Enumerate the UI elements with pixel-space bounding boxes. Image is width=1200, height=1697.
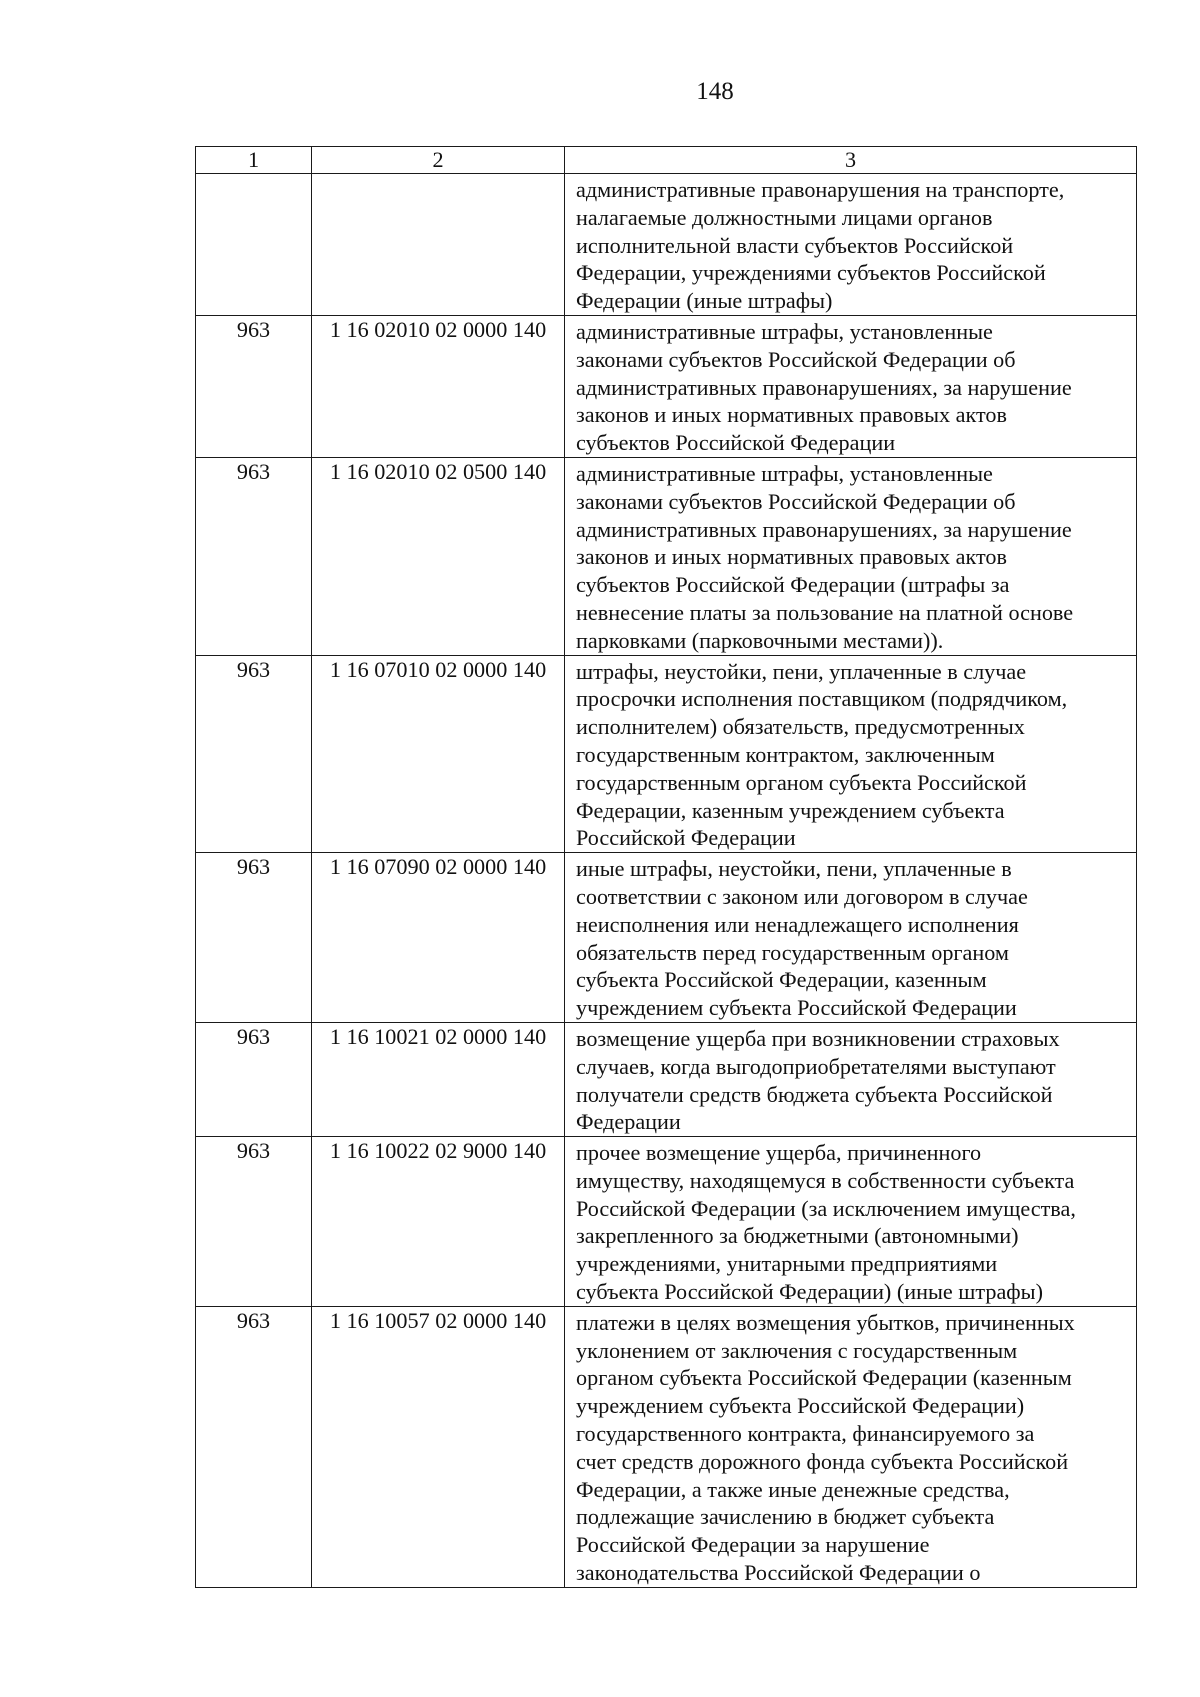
description-cell: административные штрафы, установленные законами субъектов Российской Федерации об административных правонарушениях, за нарушение законов и иных нормативных правовых актов субъектов Российской Федерации (штрафы за невнесение платы за пользование на платной основе парковками (парковочными местами)). [565, 457, 1137, 655]
kbk-code-cell: 1 16 07090 02 0000 140 [312, 853, 565, 1023]
table-row [196, 315, 1137, 457]
admin-code-cell: 963 [196, 315, 312, 457]
kbk-code-cell: 1 16 07010 02 0000 140 [312, 655, 565, 853]
admin-code-cell: 963 [196, 457, 312, 655]
table-row [196, 1137, 1137, 1307]
kbk-code-cell: 1 16 10022 02 9000 140 [312, 1137, 565, 1307]
table-row [196, 853, 1137, 1023]
admin-code-cell: 963 [196, 853, 312, 1023]
table-row [196, 655, 1137, 853]
admin-code-cell: 963 [196, 1306, 312, 1587]
admin-code-cell: 963 [196, 1022, 312, 1136]
description-cell: возмещение ущерба при возникновении страховых случаев, когда выгодоприобретателями выступают получатели средств бюджета субъекта Российской Федерации [565, 1022, 1137, 1136]
column-header-1: 1 [196, 147, 312, 174]
description-cell: прочее возмещение ущерба, причиненного имуществу, находящемуся в собственности субъекта Российской Федерации (за исключением имущества, закрепленного за бюджетными (автономными) учреждениями, унитарными предприятиями субъекта Российской Федерации) (иные штрафы) [565, 1137, 1137, 1307]
budget-codes-table [195, 146, 1137, 1588]
description-cell: иные штрафы, неустойки, пени, уплаченные в соответствии с законом или договором в случае неисполнения или ненадлежащего исполнения обязательств перед государственным органом субъекта Российской Федерации, казенным учреждением субъекта Российской Федерации [565, 853, 1137, 1023]
page-number: 148 [696, 78, 734, 105]
description-cell: платежи в целях возмещения убытков, причиненных уклонением от заключения с государственным органом субъекта Российской Федерации (казенным учреждением субъекта Российской Федерации) государственного контракта, финансируемого за счет средств дорожного фонда субъекта Российской Федерации, а также иные денежные средства, подлежащие зачислению в бюджет субъекта Российской Федерации за нарушение законодательства Российской Федерации о [565, 1306, 1137, 1587]
admin-code-cell: 963 [196, 655, 312, 853]
table-row [196, 174, 1137, 316]
description-cell: штрафы, неустойки, пени, уплаченные в случае просрочки исполнения поставщиком (подрядчиком, исполнителем) обязательств, предусмотренных государственным контрактом, заключенным государственным органом субъекта Российской Федерации, казенным учреждением субъекта Российской Федерации [565, 655, 1137, 853]
column-header-2: 2 [312, 147, 565, 174]
kbk-code-cell: 1 16 10021 02 0000 140 [312, 1022, 565, 1136]
column-header-3: 3 [565, 147, 1137, 174]
description-cell: административные правонарушения на транспорте, налагаемые должностными лицами органов исполнительной власти субъектов Российской Федерации, учреждениями субъектов Российской Федерации (иные штрафы) [565, 174, 1137, 316]
kbk-code-cell: 1 16 02010 02 0000 140 [312, 315, 565, 457]
kbk-code-cell: 1 16 02010 02 0500 140 [312, 457, 565, 655]
kbk-code-cell [312, 174, 565, 316]
admin-code-cell: 963 [196, 1137, 312, 1307]
admin-code-cell [196, 174, 312, 316]
table-row [196, 1022, 1137, 1136]
description-cell: административные штрафы, установленные законами субъектов Российской Федерации об административных правонарушениях, за нарушение законов и иных нормативных правовых актов субъектов Российской Федерации [565, 315, 1137, 457]
table-row [196, 457, 1137, 655]
kbk-code-cell: 1 16 10057 02 0000 140 [312, 1306, 565, 1587]
table-header-row [196, 147, 1137, 174]
table-row [196, 1306, 1137, 1587]
